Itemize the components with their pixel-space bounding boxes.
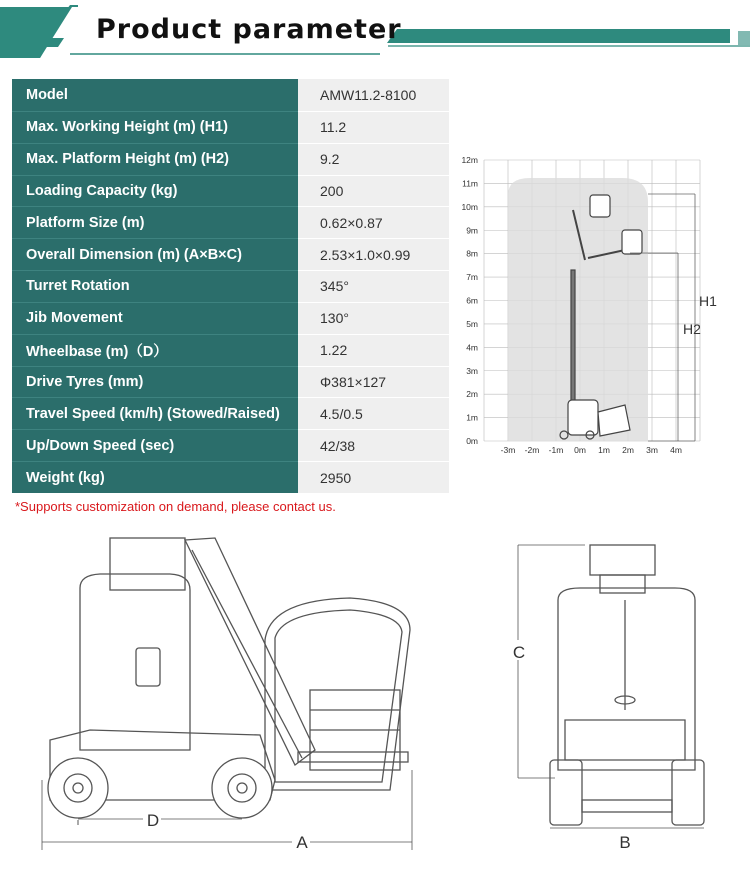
spec-value: 42/38 [298, 429, 449, 461]
spec-table [12, 79, 449, 493]
spec-value: 2950 [298, 461, 449, 493]
front-view-machine [550, 545, 704, 825]
spec-label: Wheelbase (m)（D） [12, 334, 298, 366]
dimension-c-label: C [512, 643, 526, 662]
spec-value: Φ381×127 [298, 366, 449, 398]
spec-row [12, 270, 449, 302]
spec-label: Jib Movement [12, 302, 298, 334]
spec-value: 200 [298, 175, 449, 207]
y-tick-label: 1m [466, 412, 478, 423]
spec-label: Turret Rotation [12, 270, 298, 302]
x-tick-labels [501, 445, 682, 455]
spec-value: 11.2 [298, 111, 449, 143]
y-tick-label: 3m [466, 365, 478, 376]
spec-value: 0.62×0.87 [298, 206, 449, 238]
customization-note: *Supports customization on demand, please contact us. [15, 499, 336, 514]
spec-label: Overall Dimension (m) (A×B×C) [12, 238, 298, 270]
x-tick-label: 4m [670, 445, 682, 455]
h1-label: H1 [699, 293, 717, 309]
spec-label: Platform Size (m) [12, 206, 298, 238]
y-tick-label: 11m [462, 178, 478, 189]
x-tick-label: 3m [646, 445, 658, 455]
spec-value: 1.22 [298, 334, 449, 366]
dimension-a-label: A [296, 833, 308, 852]
y-tick-label: 2m [466, 389, 478, 400]
x-tick-label: 0m [574, 445, 586, 455]
x-tick-label: 2m [622, 445, 634, 455]
spec-row [12, 175, 449, 207]
y-tick-label: 9m [466, 225, 478, 236]
spec-label: Travel Speed (km/h) (Stowed/Raised) [12, 397, 298, 429]
y-tick-label: 6m [466, 295, 478, 306]
y-tick-label: 0m [466, 436, 478, 446]
dimension-b-label: B [619, 833, 631, 852]
spec-value: 2.53×1.0×0.99 [298, 238, 449, 270]
y-tick-label: 5m [466, 318, 478, 329]
spec-row [12, 302, 449, 334]
x-tick-label: -2m [524, 445, 540, 455]
working-range-chart [450, 150, 730, 460]
spec-row [12, 334, 449, 366]
spec-value: 9.2 [298, 143, 449, 175]
spec-value: 4.5/0.5 [298, 397, 449, 429]
spec-row [12, 79, 449, 111]
spec-label: Weight (kg) [12, 461, 298, 493]
x-tick-label: -3m [500, 445, 516, 455]
y-tick-label: 7m [466, 272, 478, 283]
x-tick-label: -1m [548, 445, 564, 455]
spec-row [12, 143, 449, 175]
side-view-machine [48, 538, 410, 818]
page-title: Product parameter [96, 14, 402, 45]
y-tick-label: 4m [466, 342, 478, 353]
front-view-drawing [510, 530, 740, 870]
spec-label: Loading Capacity (kg) [12, 175, 298, 207]
y-tick-label: 10m [461, 201, 478, 212]
spec-label: Max. Platform Height (m) (H2) [12, 143, 298, 175]
spec-value: 345° [298, 270, 449, 302]
spec-row [12, 366, 449, 398]
y-tick-label: 12m [461, 155, 478, 165]
spec-label: Max. Working Height (m) (H1) [12, 111, 298, 143]
spec-label: Drive Tyres (mm) [12, 366, 298, 398]
spec-label: Up/Down Speed (sec) [12, 429, 298, 461]
x-tick-label: 1m [598, 445, 610, 455]
spec-row [12, 397, 449, 429]
spec-row [12, 206, 449, 238]
y-tick-label: 8m [466, 248, 478, 259]
spec-row [12, 238, 449, 270]
header-banner [0, 0, 750, 62]
dimension-d-label: D [146, 811, 160, 830]
side-view-drawing [30, 530, 470, 870]
h2-label: H2 [683, 321, 701, 337]
spec-row [12, 429, 449, 461]
spec-value: AMW11.2-8100 [298, 79, 449, 111]
spec-label: Model [12, 79, 298, 111]
y-tick-labels [461, 155, 478, 446]
spec-row [12, 461, 449, 493]
spec-row [12, 111, 449, 143]
spec-value: 130° [298, 302, 449, 334]
